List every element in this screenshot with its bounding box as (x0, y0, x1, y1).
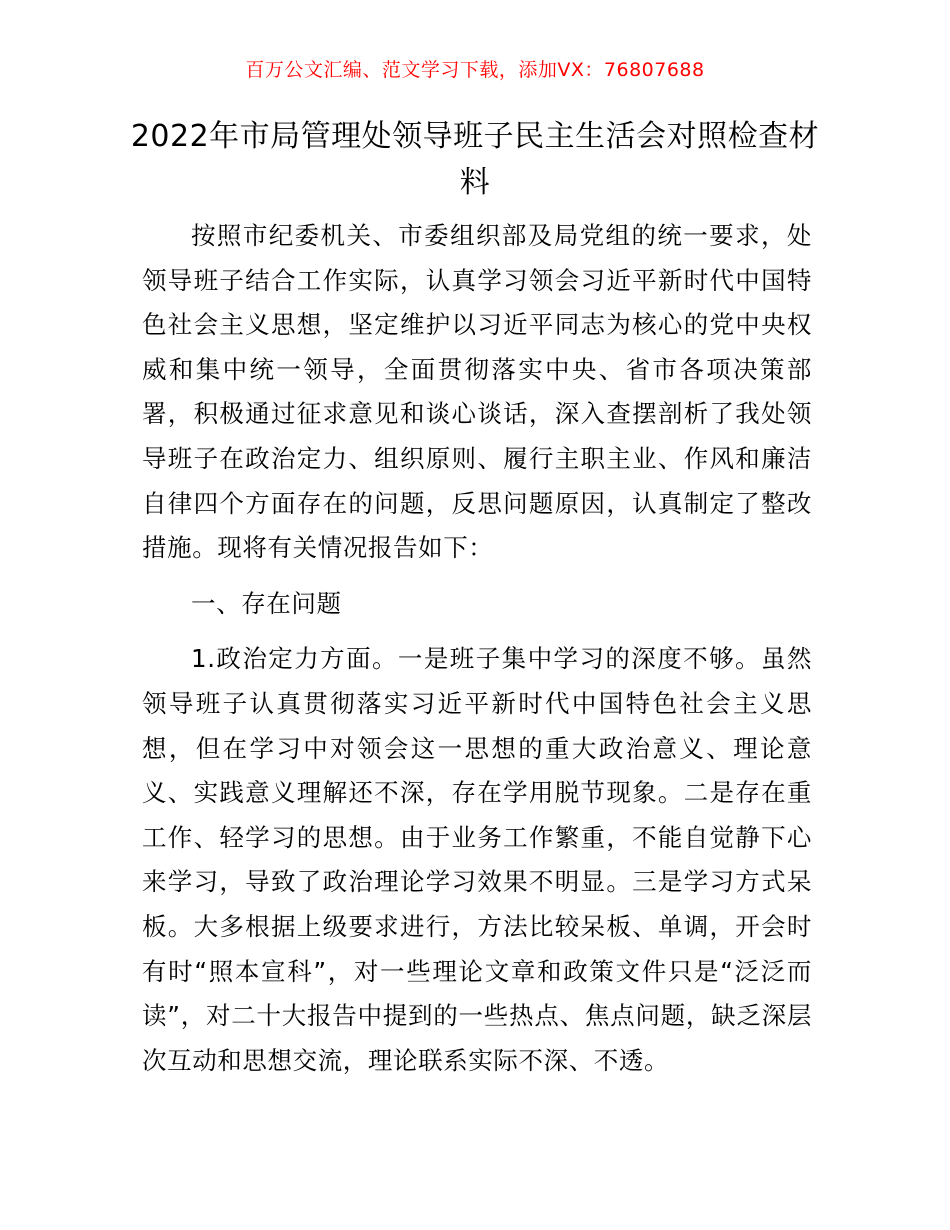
document-body (142, 214, 812, 1083)
political-stance-paragraph: 1.政治定力方面。一是班子集中学习的深度不够。虽然领导班子认真贯彻落实习近平新时代中国特色社会主义思想，但在学习中对领会这一思想的重大政治意义、理论意义、实践意义理解还不深，存在学用脱节现象。二是存在重工作、轻学习的思想。由于业务工作繁重，不能自觉静下心来学习，导致了政治理论学习效果不明显。三是学习方式呆板。大多根据上级要求进行，方法比较呆板、单调，开会时有时“照本宣科”，对一些理论文章和政策文件只是“泛泛而读”，对二十大报告中提到的一些热点、焦点问题，缺乏深层次互动和思想交流，理论联系实际不深、不透。 (142, 644, 812, 1075)
intro-paragraph: 按照市纪委机关、市委组织部及局党组的统一要求，处领导班子结合工作实际，认真学习领会习近平新时代中国特色社会主义思想，坚定维护以习近平同志为核心的党中央权威和集中统一领导，全面贯彻落实中央、省市各项决策部署，积极通过征求意见和谈心谈话，深入查摆剖析了我处领导班子在政治定力、组织原则、履行主职主业、作风和廉洁自律四个方面存在的问题，反思问题原因，认真制定了整改措施。现将有关情况报告如下： (142, 221, 812, 563)
promo-header-banner: 百万公文汇编、范文学习下载，添加VX：76807688 (245, 59, 705, 81)
document-title: 2022年市局管理处领导班子民主生活会对照检查材料 (130, 119, 820, 200)
section-heading-existing-problems: 一、存在问题 (191, 588, 342, 618)
